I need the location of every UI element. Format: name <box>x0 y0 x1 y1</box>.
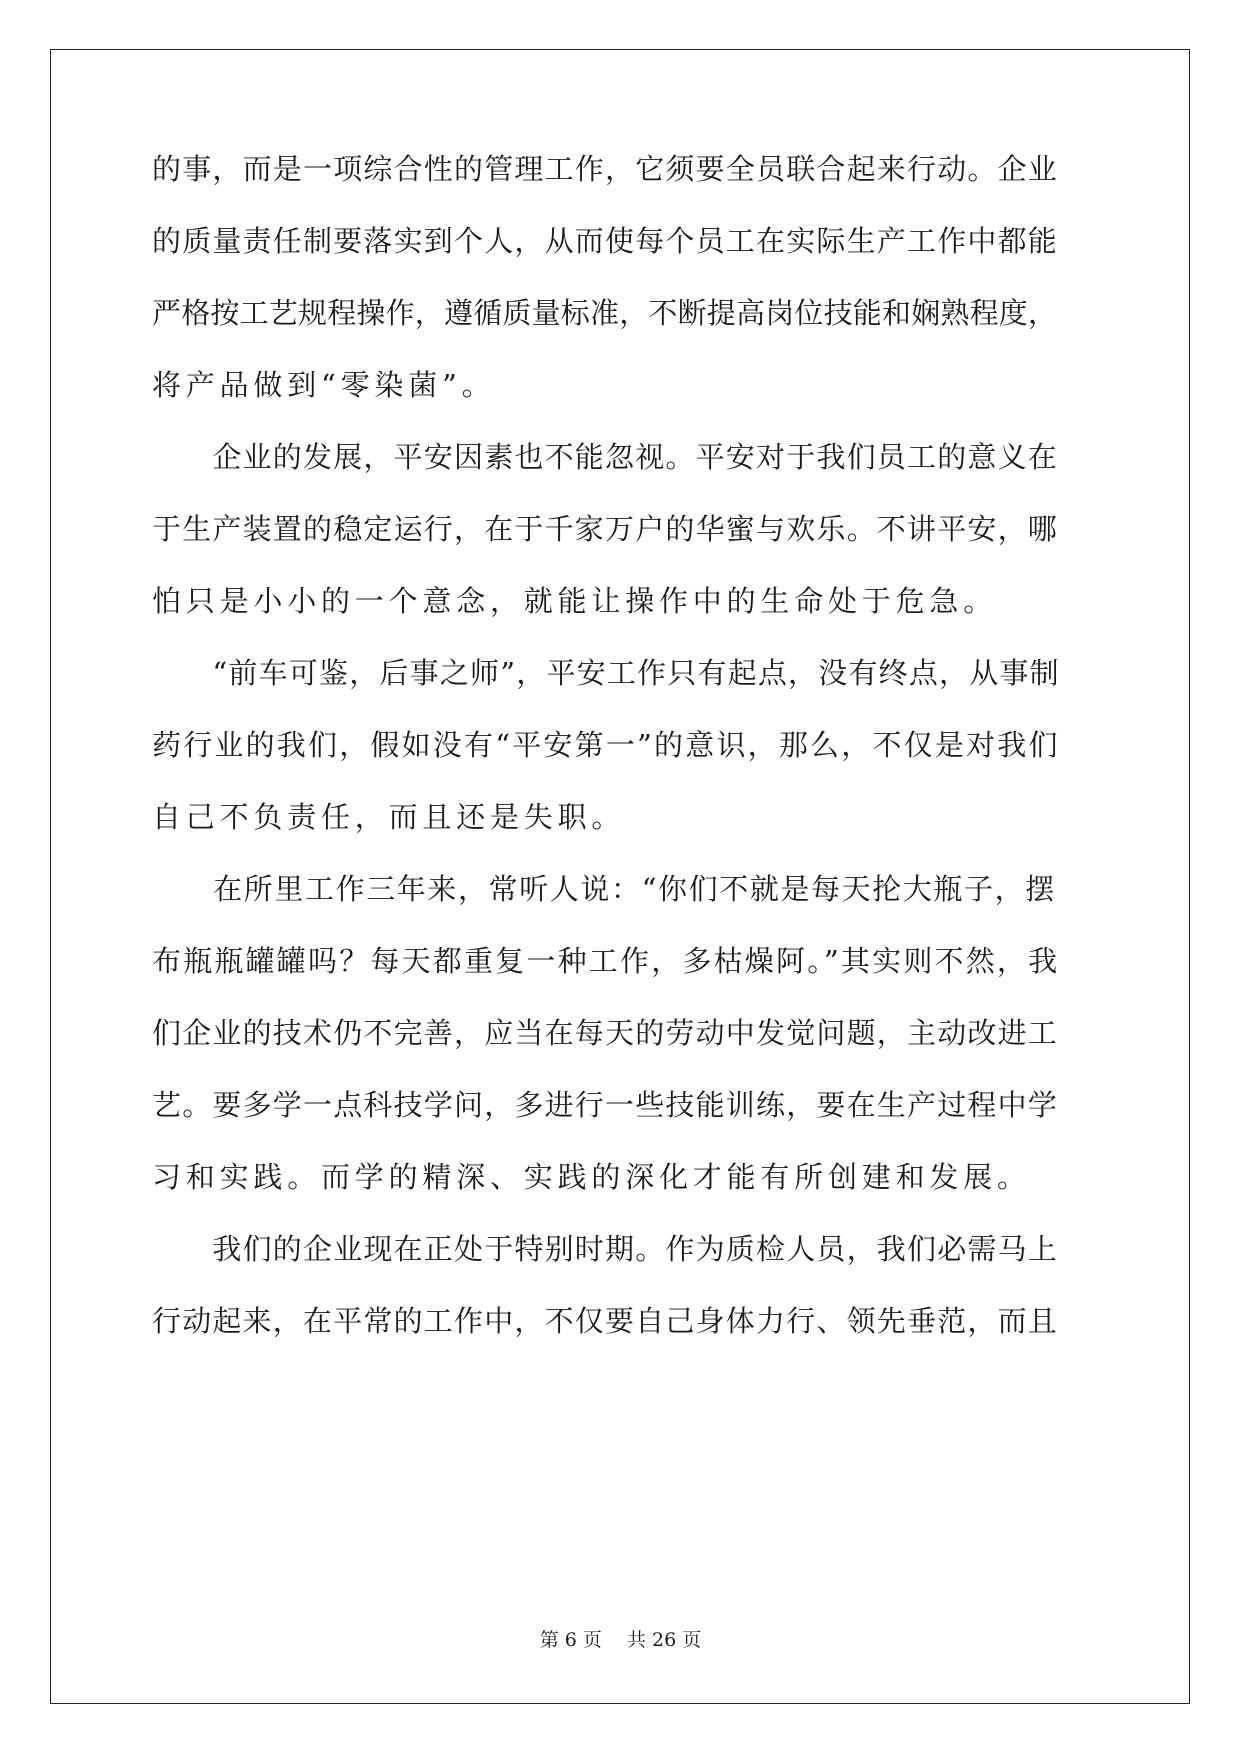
text-line: 习和实践。而学的精深、实践的深化才能有所创建和发展。 <box>152 1160 1031 1194</box>
text-line: 药行业的我们，假如没有“平安第一”的意识，那么，不仅是对我们 <box>152 728 1060 762</box>
text-line: 我们的企业现在正处于特别时期。作为质检人员，我们必需马上 <box>152 1232 1059 1266</box>
text-line: 企业的发展，平安因素也不能忽视。平安对于我们员工的意义在 <box>152 440 1059 474</box>
text-line: 将产品做到“零染菌”。 <box>152 368 496 402</box>
text-line: 布瓶瓶罐罐吗？每天都重复一种工作，多枯燥阿。”其实则不然，我 <box>152 944 1060 978</box>
text-line: 行动起来，在平常的工作中，不仅要自己身体力行、领先垂范，而且 <box>152 1304 1059 1338</box>
text-line: 的质量责任制要落实到个人，从而使每个员工在实际生产工作中都能 <box>152 224 1059 258</box>
text-line: 于生产装置的稳定运行，在于千家万户的华蜜与欢乐。不讲平安，哪 <box>152 512 1059 546</box>
text-line: 怕只是小小的一个意念，就能让操作中的生命处于危急。 <box>152 584 998 618</box>
text-line: 艺。要多学一点科技学问，多进行一些技能训练，要在生产过程中学 <box>152 1088 1059 1122</box>
page-number-footer: 第 6 页 共 26 页 <box>539 1629 702 1651</box>
text-line: 们企业的技术仍不完善，应当在每天的劳动中发觉问题，主动改进工 <box>152 1016 1059 1050</box>
text-line: 在所里工作三年来，常听人说：“你们不就是每天抡大瓶子，摆 <box>152 872 1056 906</box>
text-line: 严格按工艺规程操作，遵循质量标准，不断提高岗位技能和娴熟程度， <box>152 296 1058 330</box>
text-line: 的事，而是一项综合性的管理工作，它须要全员联合起来行动。企业 <box>152 152 1059 186</box>
text-line: “前车可鉴，后事之师”，平安工作只有起点，没有终点，从事制 <box>152 656 1060 690</box>
text-line: 自己不负责任，而且还是失职。 <box>152 800 626 834</box>
